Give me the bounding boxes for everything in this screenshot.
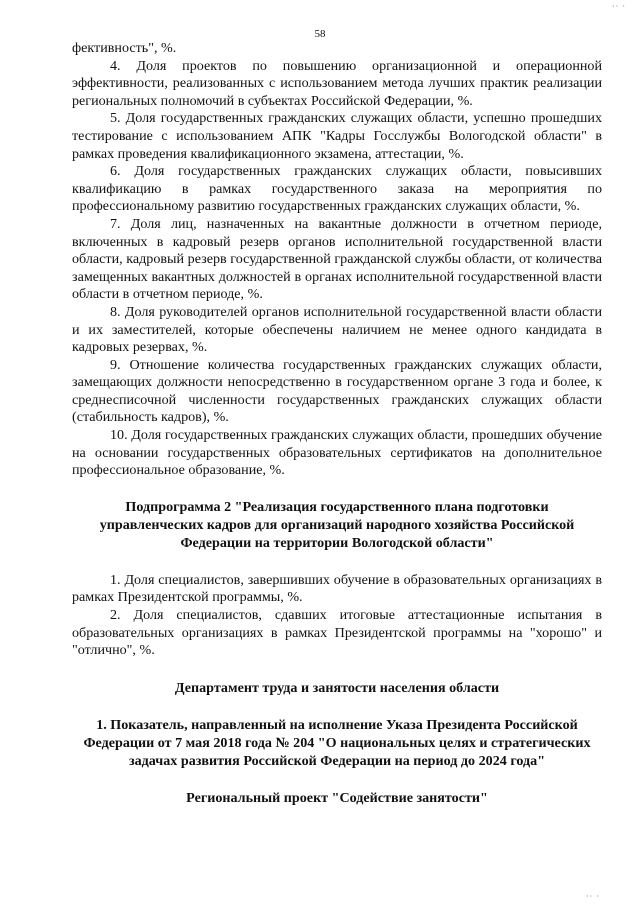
document-body (72, 40, 602, 807)
paragraph-item-6: 6. Доля государственных гражданских служащих области, повысивших квалификацию в рамках государственного заказа на мероприятия по профессиональному развитию государственных гражданских служащих области, %. (72, 163, 602, 215)
paragraph-item-7: 7. Доля лиц, назначенных на вакантные должности в отчетном периоде, включенных в кадровый резерв органов исполнительной государственной власти области, кадровый резерв государственной гражданской службы области, от количества замещенных вакантных должностей в органах исполнительной государственной власти области в отчетном периоде, %. (72, 215, 602, 303)
regional-project-heading: Региональный проект "Содействие занятости" (186, 789, 488, 806)
paragraph-item-8: 8. Доля руководителей органов исполнительной государственной власти области и их заместителей, которые обеспечены наличием не менее одного кандидата в кадровых резервах, %. (72, 303, 602, 356)
indicator-heading: 1. Показатель, направленный на исполнение Указа Президента Российской Федерации от 7 мая 2018 года № 204 "О национальных целях и стратегических задачах развития Российской Федерации на период до 2024 года" (83, 716, 591, 769)
scan-marks-top: ·· · (612, 2, 626, 11)
paragraph-item-4: 4. Доля проектов по повышению организационной и операционной эффективности, реализованных с использованием метода лучших практик реализации региональных полномочий в субъектах Российской Федерации, %. (72, 57, 602, 109)
scan-marks-bottom: ·· · (586, 892, 600, 901)
paragraph-continuation: фективность", %. (72, 40, 177, 56)
paragraph-item-5: 5. Доля государственных гражданских служащих области, успешно прошедших тестирование с использованием АПК "Кадры Госслужбы Вологодской области" в рамках проведения квалификационного экзамена, аттестации, %. (72, 110, 602, 162)
department-heading: Департамент труда и занятости населения области (174, 679, 500, 696)
subprogram-item-1: 1. Доля специалистов, завершивших обучение в образовательных организациях в рамках Президентской программы, %. (72, 571, 602, 606)
page-number: 58 (314, 28, 326, 40)
subprogram-item-2: 2. Доля специалистов, сдавших итоговые аттестационные испытания в образовательных организациях в рамках Президентской программы на "хорошо" и "отлично", %. (72, 607, 602, 659)
paragraph-item-10: 10. Доля государственных гражданских служащих области, прошедших обучение на основании государственных образовательных сертификатов на дополнительное профессиональное образование, %. (72, 427, 602, 479)
subprogram-heading: Подпрограмма 2 "Реализация государственного плана подготовки управленческих кадров для организаций народного хозяйства Российской Федерации на территории Вологодской области" (99, 498, 575, 551)
paragraph-item-9: 9. Отношение количества государственных гражданских служащих области, замещающих должности непосредственно в государственном органе 3 года и более, к среднесписочной численности государственных гражданских служащих области (стабильность кадров), %. (72, 356, 602, 426)
